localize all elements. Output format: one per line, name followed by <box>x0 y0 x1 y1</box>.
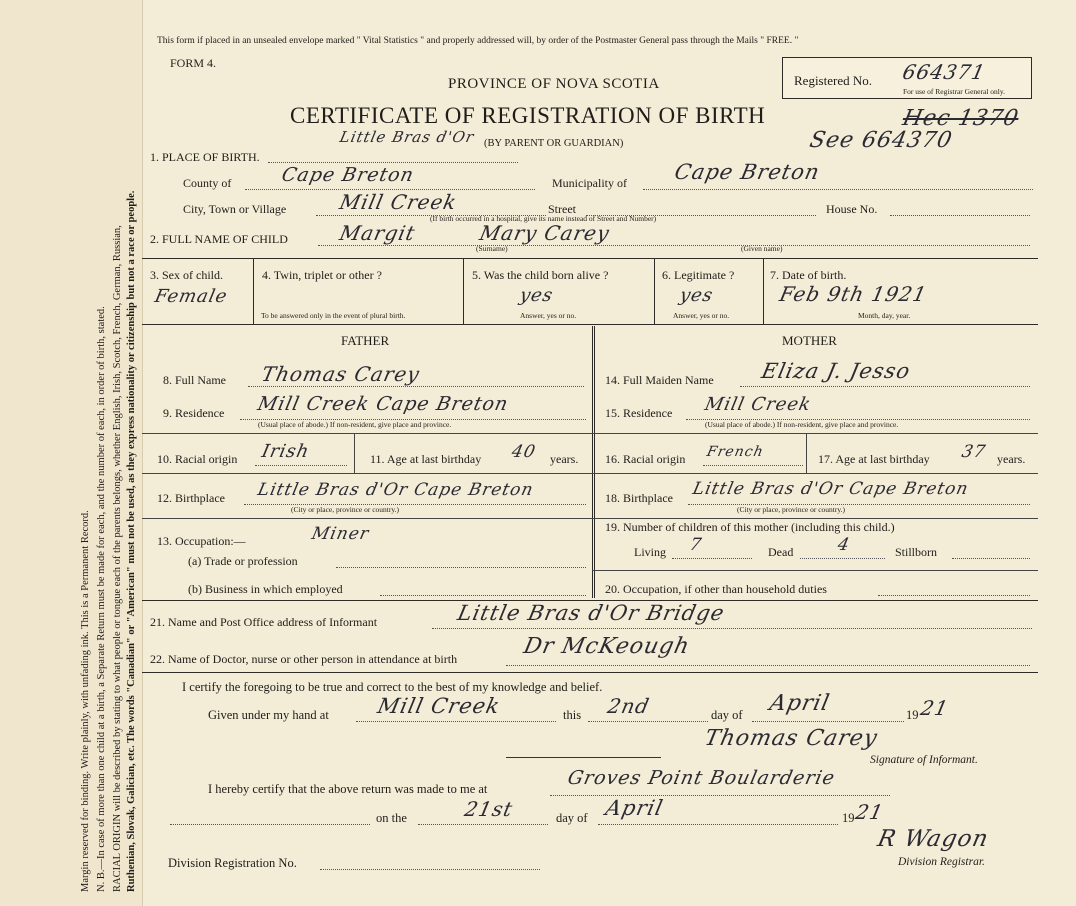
trade-label: (a) Trade or profession <box>188 554 298 568</box>
twin-note: To be answered only in the event of plural birth. <box>261 311 406 320</box>
father-name-label: 8. Full Name <box>163 373 226 387</box>
given-under-label: Given under my hand at <box>208 708 329 722</box>
given-day-value: 2nd <box>605 694 652 718</box>
mother-residence-note: (Usual place of abode.) If non-resident, give place and province. <box>705 420 899 429</box>
city-value: Mill Creek <box>337 190 460 214</box>
certificate-title: CERTIFICATE OF REGISTRATION OF BIRTH <box>290 103 766 128</box>
binding-margin <box>0 0 143 906</box>
father-name-value: Thomas Carey <box>259 362 423 386</box>
struck-note: Hec 1370 <box>900 106 1022 131</box>
house-label: House No. <box>826 202 878 216</box>
father-birthplace-value: Little Bras d'Or Cape Breton <box>255 480 536 500</box>
stillborn-label: Stillborn <box>895 545 938 559</box>
date-label: 7. Date of birth. <box>770 268 847 282</box>
hospital-note: (If birth occurred in a hospital, give its name instead of Street and Number) <box>430 214 657 223</box>
father-residence-note: (Usual place of abode.) If non-resident, give place and province. <box>258 420 452 429</box>
given-year-prefix: 19 <box>906 708 919 722</box>
mother-residence-value: Mill Creek <box>702 394 814 415</box>
registrar-caption: Division Registrar. <box>898 856 985 868</box>
margin-note-3: RACIAL ORIGIN will be described by stating to what people or tongue each of the parents belongs, whether English, Irish, Scotch, French, German, Russian, <box>112 225 123 892</box>
children-label: 19. Number of children of this mother (including this child.) <box>605 520 895 534</box>
place-of-birth-value: Little Bras d'Or <box>338 128 476 146</box>
legitimate-value: yes <box>677 285 716 306</box>
father-years: years. <box>550 452 579 466</box>
father-age-value: 40 <box>509 442 538 462</box>
parent-guardian-note: (BY PARENT OR GUARDIAN) <box>484 138 624 149</box>
given-month-value: April <box>767 691 833 716</box>
mail-notice: This form if placed in an unsealed envelope marked " Vital Statistics " and properly addressed will, by order of the Postmaster General pass through the Mails " FREE. " <box>157 36 799 46</box>
dead-label: Dead <box>768 545 794 559</box>
mother-age-value: 37 <box>959 442 988 462</box>
given-year-value: 21 <box>918 696 952 720</box>
informant-signature: Thomas Carey <box>702 726 880 751</box>
return-day-value: 21st <box>462 797 516 821</box>
informant-value: Little Bras d'Or Bridge <box>455 601 728 625</box>
county-label: County of <box>183 176 232 190</box>
father-occupation-value: Miner <box>309 524 372 544</box>
sex-label: 3. Sex of child. <box>150 268 223 282</box>
registrar-use-note: For use of Registrar General only. <box>903 87 1005 96</box>
alive-label: 5. Was the child born alive ? <box>472 268 609 282</box>
living-value: 7 <box>687 535 704 555</box>
father-occupation-label: 13. Occupation:— <box>157 534 246 548</box>
informant-signature-caption: Signature of Informant. <box>870 754 978 766</box>
father-racial-value: Irish <box>259 441 312 462</box>
registered-label: Registered No. <box>794 73 872 88</box>
return-place-value: Groves Point Boularderie <box>565 767 838 789</box>
see-note: See 664370 <box>807 128 955 153</box>
business-label: (b) Business in which employed <box>188 582 343 596</box>
doctor-label: 22. Name of Doctor, nurse or other person in attendance at birth <box>150 652 458 666</box>
registered-number-box <box>782 57 1032 99</box>
child-given-name: Mary Carey <box>477 221 613 245</box>
dead-value: 4 <box>835 535 852 555</box>
city-label: City, Town or Village <box>183 202 287 216</box>
mother-occupation-label: 20. Occupation, if other than household duties <box>605 582 827 596</box>
province-heading: PROVINCE OF NOVA SCOTIA <box>448 76 660 92</box>
registered-number: 664371 <box>900 60 988 84</box>
sex-value: Female <box>152 286 230 307</box>
street-label: Street <box>548 202 576 216</box>
municipality-value: Cape Breton <box>672 160 823 184</box>
municipality-label: Municipality of <box>552 176 627 190</box>
child-surname: Margit <box>337 221 418 245</box>
registrar-signature: R Wagon <box>875 826 992 852</box>
father-birthplace-label: 12. Birthplace <box>157 491 225 505</box>
mother-residence-label: 15. Residence <box>605 406 673 420</box>
form-number: FORM 4. <box>170 56 217 70</box>
mother-age-label: 17. Age at last birthday <box>818 452 930 466</box>
father-residence-label: 9. Residence <box>163 406 225 420</box>
informant-label: 21. Name and Post Office address of Informant <box>150 615 378 629</box>
margin-note-4: Ruthenian, Slovak, Galician, etc. The words "Canadian" or "American" must not be used, as they express nationality or citizenship but not a race or people. <box>126 190 137 892</box>
this-label: this <box>563 708 582 722</box>
mother-heading: MOTHER <box>782 333 837 348</box>
division-registration-label: Division Registration No. <box>168 856 297 870</box>
margin-note-1: Margin reserved for binding. Write plainly, with unfading ink. This is a Permanent Record. <box>80 510 91 892</box>
mother-birthplace-label: 18. Birthplace <box>605 491 673 505</box>
mother-birthplace-note: (City or place, province or country.) <box>737 505 846 514</box>
alive-note: Answer, yes or no. <box>520 311 577 320</box>
father-racial-label: 10. Racial origin <box>157 452 238 466</box>
mother-birthplace-value: Little Bras d'Or Cape Breton <box>690 479 971 499</box>
full-name-label: 2. FULL NAME OF CHILD <box>150 232 288 246</box>
county-value: Cape Breton <box>279 164 417 186</box>
legitimate-label: 6. Legitimate ? <box>662 268 735 282</box>
living-label: Living <box>634 545 666 559</box>
return-statement: I hereby certify that the above return was made to me at <box>208 782 488 796</box>
mother-racial-value: French <box>705 444 766 460</box>
father-age-label: 11. Age at last birthday <box>370 452 482 466</box>
mother-name-label: 14. Full Maiden Name <box>605 373 714 387</box>
doctor-value: Dr McKeough <box>521 634 693 659</box>
legitimate-note: Answer, yes or no. <box>673 311 730 320</box>
return-year-value: 21 <box>853 800 887 824</box>
twin-label: 4. Twin, triplet or other ? <box>262 268 382 282</box>
given-place-value: Mill Creek <box>375 694 503 718</box>
on-the-label: on the <box>376 811 407 825</box>
day-of-label: day of <box>711 708 743 722</box>
return-day-of-label: day of <box>556 811 588 825</box>
given-caption: (Given name) <box>741 244 783 253</box>
return-year-prefix: 19 <box>842 811 855 825</box>
alive-value: yes <box>517 285 556 306</box>
margin-note-2: N. B.—In case of more than one child at a birth, a Separate Return must be made for each, and the number of each, in order of birth, stated. <box>96 306 107 892</box>
date-note: Month, day, year. <box>858 311 911 320</box>
father-heading: FATHER <box>341 333 390 348</box>
return-month-value: April <box>603 796 666 820</box>
mother-years: years. <box>997 452 1026 466</box>
certify-statement: I certify the foregoing to be true and correct to the best of my knowledge and belief. <box>182 680 603 694</box>
mother-name-value: Eliza J. Jesso <box>759 359 913 383</box>
place-of-birth-label: 1. PLACE OF BIRTH. <box>150 150 260 164</box>
father-residence-value: Mill Creek Cape Breton <box>255 393 511 415</box>
date-value: Feb 9th 1921 <box>777 282 930 306</box>
surname-caption: (Surname) <box>476 244 508 253</box>
mother-racial-label: 16. Racial origin <box>605 452 686 466</box>
father-birthplace-note: (City or place, province or country.) <box>291 505 400 514</box>
